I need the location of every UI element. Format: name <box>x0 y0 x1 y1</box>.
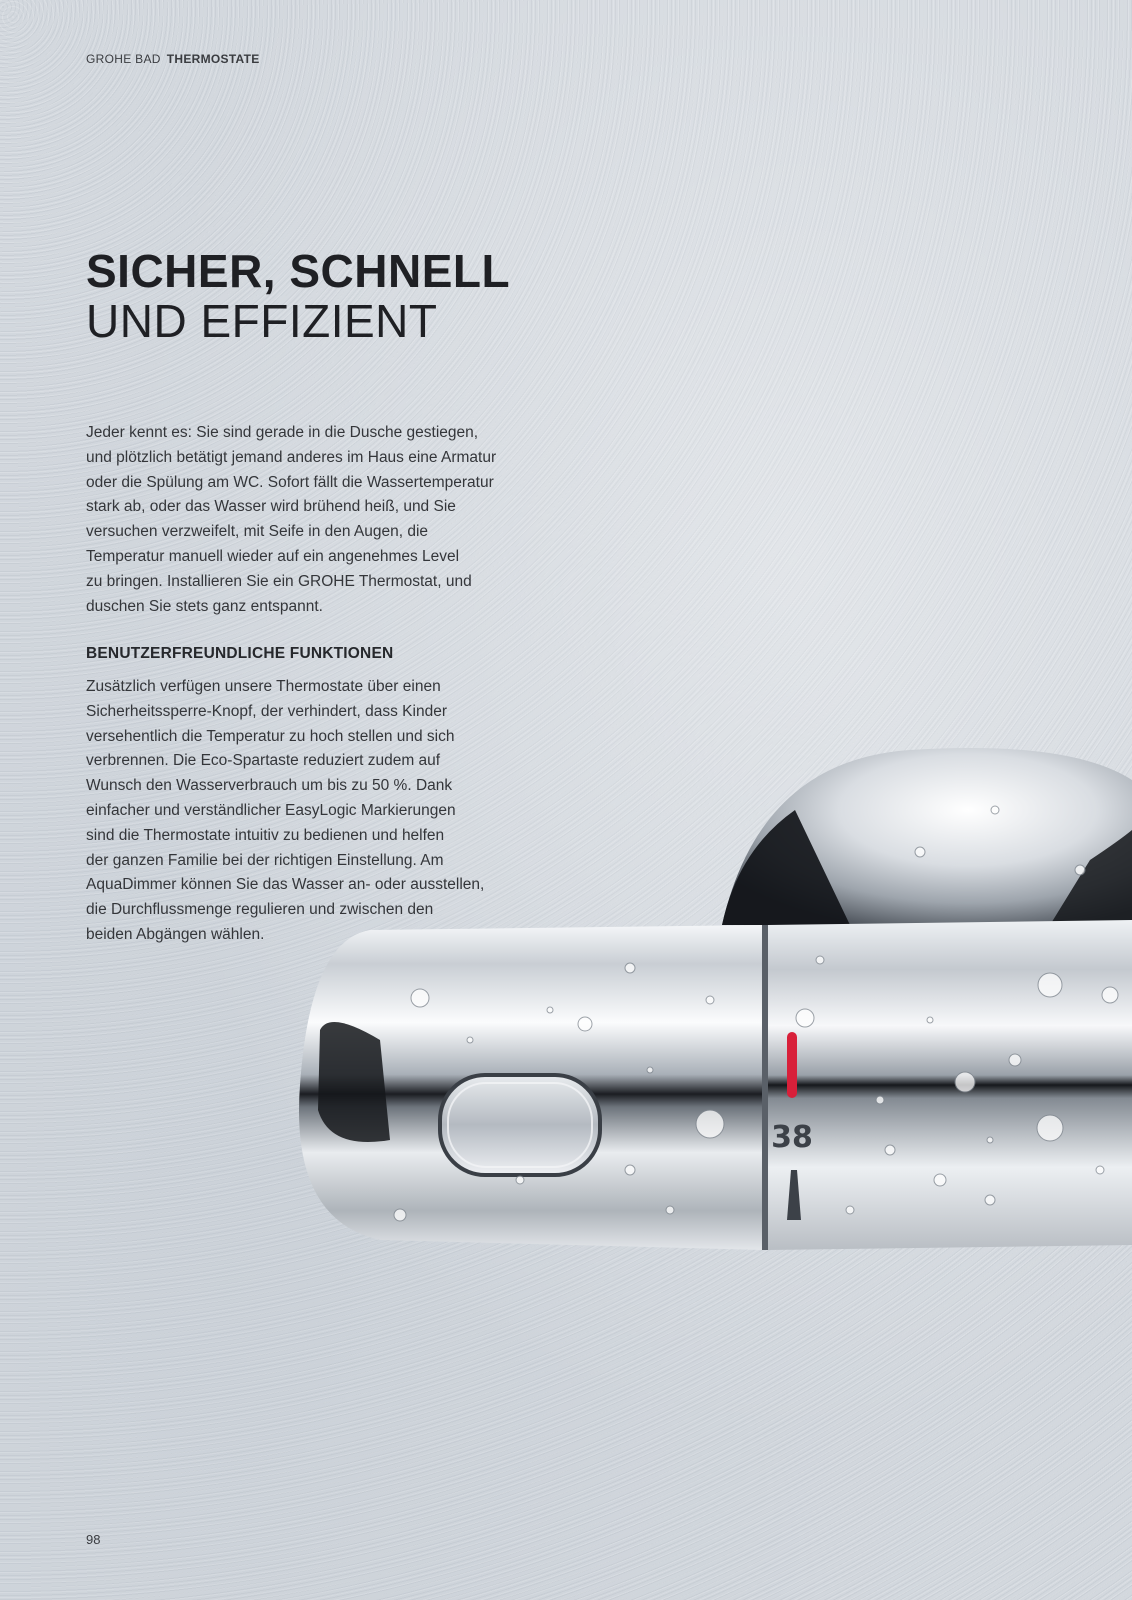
text-line: versuchen verzweifelt, mit Seife in den Augen, die <box>86 523 429 541</box>
text-line: und plötzlich betätigt jemand anderes im Haus eine Armatur <box>86 448 497 466</box>
page-title <box>86 246 510 346</box>
section-heading: BENUTZERFREUNDLICHE FUNKTIONEN <box>86 645 394 662</box>
text-line: AquaDimmer können Sie das Wasser an- oder ausstellen, <box>86 876 485 894</box>
text-line: stark ab, oder das Wasser wird brühend heiß, und Sie <box>86 498 456 516</box>
breadcrumb <box>86 52 260 66</box>
breadcrumb-section: GROHE BAD <box>86 52 161 66</box>
text-line: duschen Sie stets ganz entspannt. <box>86 597 323 615</box>
text-line: Jeder kennt es: Sie sind gerade in die Dusche gestiegen, <box>86 424 479 441</box>
breadcrumb-current: THERMOSTATE <box>166 52 260 66</box>
page-number: 98 <box>86 1532 101 1547</box>
text-line: sind die Thermostate intuitiv zu bedienen und helfen <box>86 826 445 844</box>
text-line: die Durchflussmenge regulieren und zwischen den <box>86 901 434 919</box>
text-line: verbrennen. Die Eco-Spartaste reduziert zudem auf <box>86 752 441 770</box>
page-title-line2: UND EFFIZIENT <box>86 295 438 347</box>
text-line: Wunsch den Wasserverbrauch um bis zu 50 %. Dank <box>86 777 453 795</box>
text-line: beiden Abgängen wählen. <box>86 925 265 943</box>
text-line: versehentlich die Temperatur zu hoch stellen und sich <box>86 727 455 745</box>
page-title-line1: SICHER, SCHNELL <box>86 245 511 297</box>
text-line: der ganzen Familie bei der richtigen Einstellung. Am <box>86 851 444 869</box>
temperature-marking: 38 <box>771 1120 813 1155</box>
text-line: oder die Spülung am WC. Sofort fällt die Wassertemperatur <box>86 473 494 491</box>
text-line: zu bringen. Installieren Sie ein GROHE Thermostat, und <box>86 572 472 590</box>
intro-paragraph <box>86 421 556 619</box>
thermostat-product-photo <box>290 740 1132 1280</box>
text-line: Zusätzlich verfügen unsere Thermostate über einen <box>86 678 441 695</box>
text-line: einfacher und verständlicher EasyLogic Markierungen <box>86 801 456 819</box>
text-line: Sicherheitssperre-Knopf, der verhindert, dass Kinder <box>86 702 447 720</box>
text-line: Temperatur manuell wieder auf ein angenehmes Level <box>86 547 460 565</box>
